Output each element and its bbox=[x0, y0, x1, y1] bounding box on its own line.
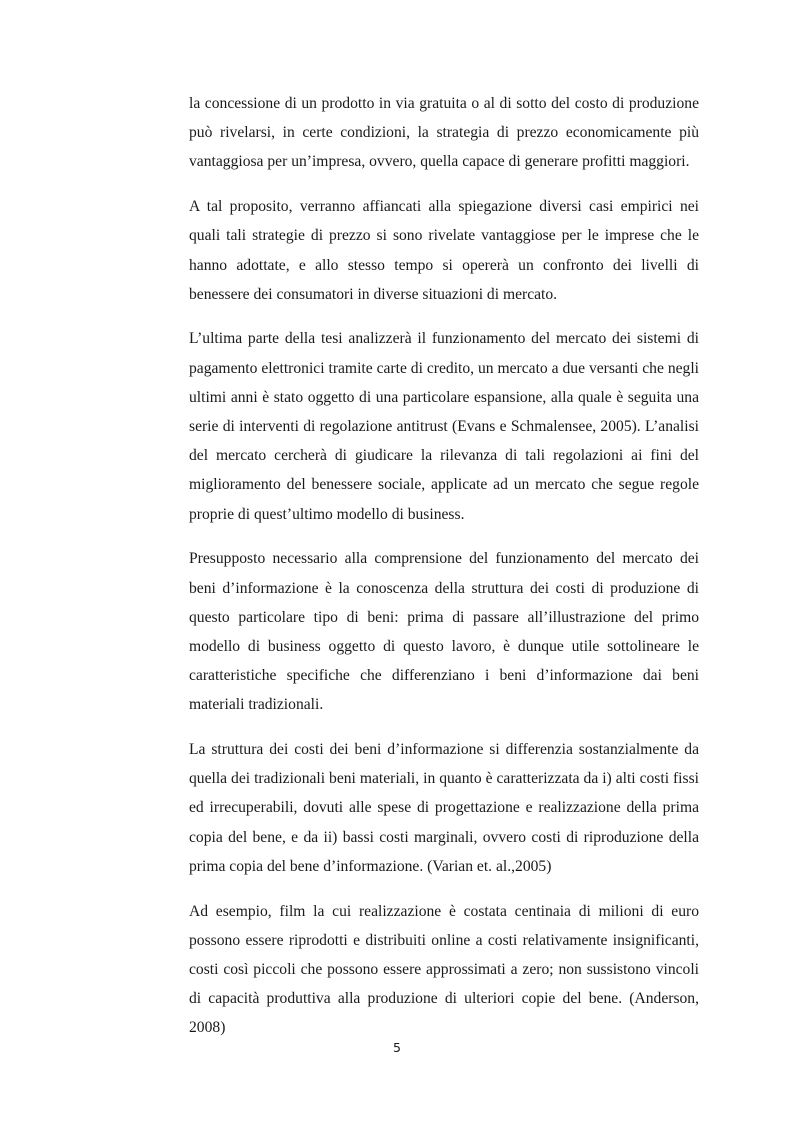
paragraph-6: Ad esempio, film la cui realizzazione è costata centinaia di milioni di euro possono essere riprodotti e distribuiti online a costi relativamente insignificanti, costi così piccoli che possono essere approssimati a zero; non sussistono vincoli di capacità produttiva alla produzione di ulteriori copie del bene. (Anderson, 2008) bbox=[189, 902, 699, 1037]
paragraph-1: la concessione di un prodotto in via gratuita o al di sotto del costo di produzione può rivelarsi, in certe condizioni, la strategia di prezzo economicamente più vantaggiosa per un’impresa, ovvero, quella capace di generare profitti maggiori. bbox=[189, 95, 699, 171]
page-number: 5 bbox=[393, 1040, 401, 1055]
paragraph-2: A tal proposito, verranno affiancati alla spiegazione diversi casi empirici nei quali tali strategie di prezzo si sono rivelate vantaggiose per le imprese che le hanno adottate, e allo stesso tempo si opererà un confronto dei livelli di benessere dei consumatori in diverse situazioni di mercato. bbox=[189, 198, 699, 303]
paragraph-3: L’ultima parte della tesi analizzerà il funzionamento del mercato dei sistemi di pagamento elettronici tramite carte di credito, un mercato a due versanti che negli ultimi anni è stato oggetto di una particolare espansione, alla quale è seguita una serie di interventi di regolazione antitrust (Evans e Schmalensee, 2005). L’analisi del mercato cercherà di giudicare la rilevanza di tali regolazioni ai fini del miglioramento del benessere sociale, applicate ad un mercato che segue regole proprie di quest’ultimo modello di business. bbox=[189, 330, 699, 523]
paragraph-5: La struttura dei costi dei beni d’informazione si differenzia sostanzialmente da quella dei tradizionali beni materiali, in quanto è caratterizzata da i) alti costi fissi ed irrecuperabili, dovuti alle spese di progettazione e realizzazione della prima copia del bene, e da ii) bassi costi marginali, ovvero costi di riproduzione della prima copia del bene d’informazione. (Varian et. al.,2005) bbox=[189, 741, 699, 875]
body-text bbox=[189, 89, 699, 1058]
paragraph-4: Presupposto necessario alla comprensione del funzionamento del mercato dei beni d’informazione è la conoscenza della struttura dei costi di produzione di questo particolare tipo di beni: prima di passare all’illustrazione del primo modello di business oggetto di questo lavoro, è dunque utile sottolineare le caratteristiche specifiche che differenziano i beni d’informazione dai beni materiali tradizionali. bbox=[189, 550, 699, 714]
